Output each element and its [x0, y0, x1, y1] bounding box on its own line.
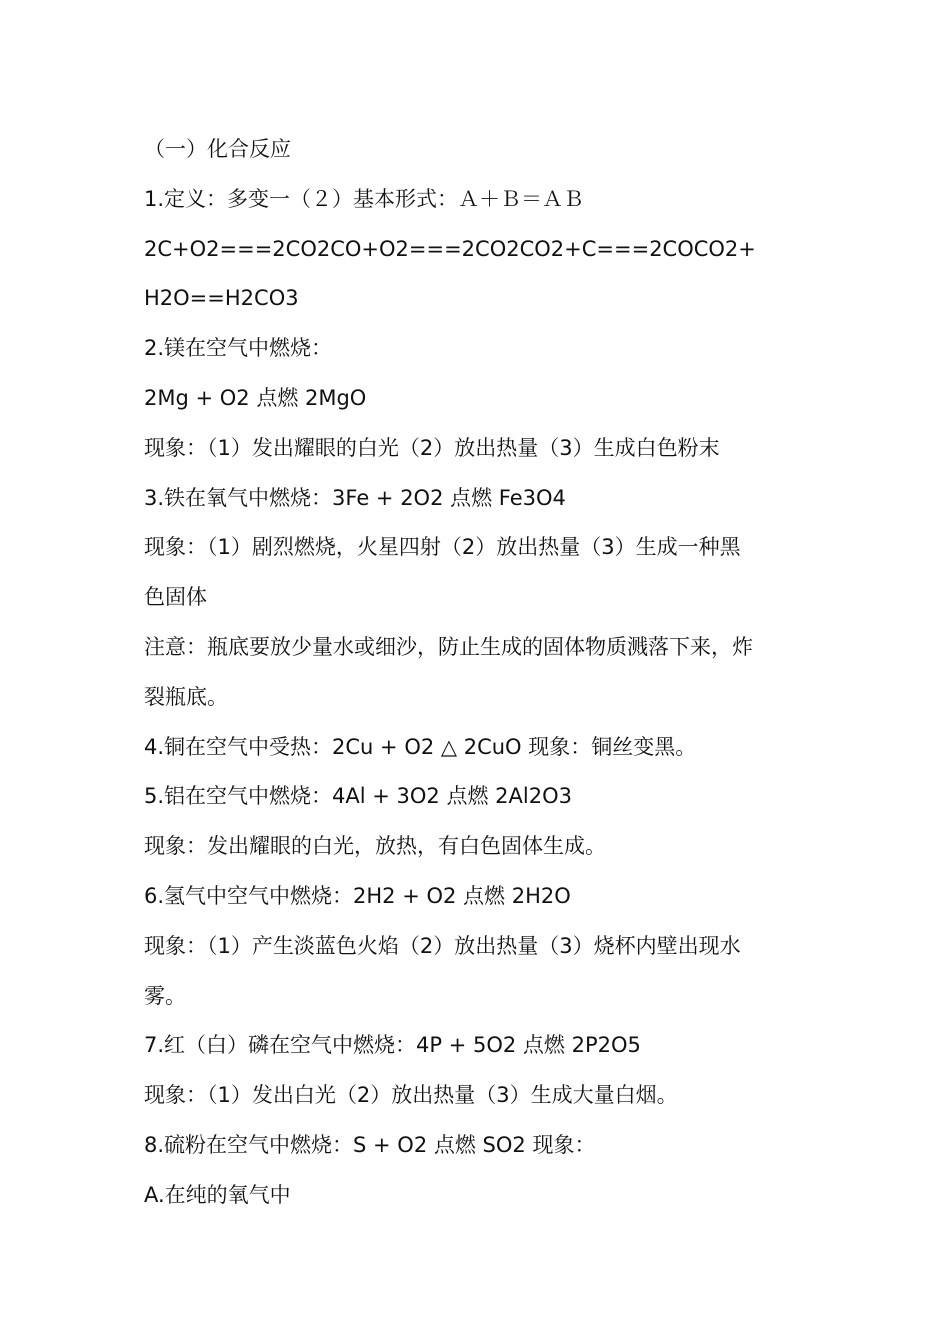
- phenomenon-line-continued: 色固体: [144, 585, 207, 610]
- note-line-continued: 裂瓶底。: [144, 684, 228, 709]
- document-body: [144, 125, 814, 1221]
- item-heading: 4.铜在空气中受热：2Cu + O2 △ 2CuO 现象：铜丝变黑。: [144, 734, 697, 759]
- equation-line-continued: H2O==H2CO3: [144, 286, 299, 311]
- item-heading: 2.镁在空气中燃烧：: [144, 336, 333, 361]
- phenomenon-line-continued: 雾。: [144, 983, 186, 1008]
- equation-line: 2Mg + O2 点燃 2MgO: [144, 385, 367, 410]
- item-heading: 7.红（白）磷在空气中燃烧：4P + 5O2 点燃 2P2O5: [144, 1033, 641, 1058]
- sub-item-line: A.在纯的氧气中: [144, 1182, 291, 1207]
- phenomenon-line: 现象：（1）发出耀眼的白光（2）放出热量（3）生成白色粉末: [144, 435, 720, 460]
- phenomenon-line: 现象：（1）发出白光（2）放出热量（3）生成大量白烟。: [144, 1083, 678, 1108]
- item-heading: 8.硫粉在空气中燃烧：S + O2 点燃 SO2 现象：: [144, 1132, 596, 1157]
- note-line: 注意：瓶底要放少量水或细沙，防止生成的固体物质溅落下来，炸: [144, 634, 753, 659]
- phenomenon-line: 现象：（1）剧烈燃烧，火星四射（2）放出热量（3）生成一种黑: [144, 535, 741, 560]
- section-heading: （一）化合反应: [144, 137, 291, 161]
- item-heading: 5.铝在空气中燃烧：4Al + 3O2 点燃 2Al2O3: [144, 784, 572, 809]
- item-heading: 6.氢气中空气中燃烧：2H2 + O2 点燃 2H2O: [144, 883, 571, 908]
- definition-line: 1.定义：多变一（２）基本形式：Ａ＋Ｂ＝ＡＢ: [144, 186, 585, 211]
- phenomenon-line: 现象：发出耀眼的白光，放热，有白色固体生成。: [144, 834, 606, 859]
- equation-line: 2C+O2===2CO2CO+O2===2CO2CO2+C===2COCO2+: [144, 236, 756, 261]
- phenomenon-line: 现象：（1）产生淡蓝色火焰（2）放出热量（3）烧杯内壁出现水: [144, 933, 741, 958]
- item-heading: 3.铁在氧气中燃烧：3Fe + 2O2 点燃 Fe3O4: [144, 485, 566, 510]
